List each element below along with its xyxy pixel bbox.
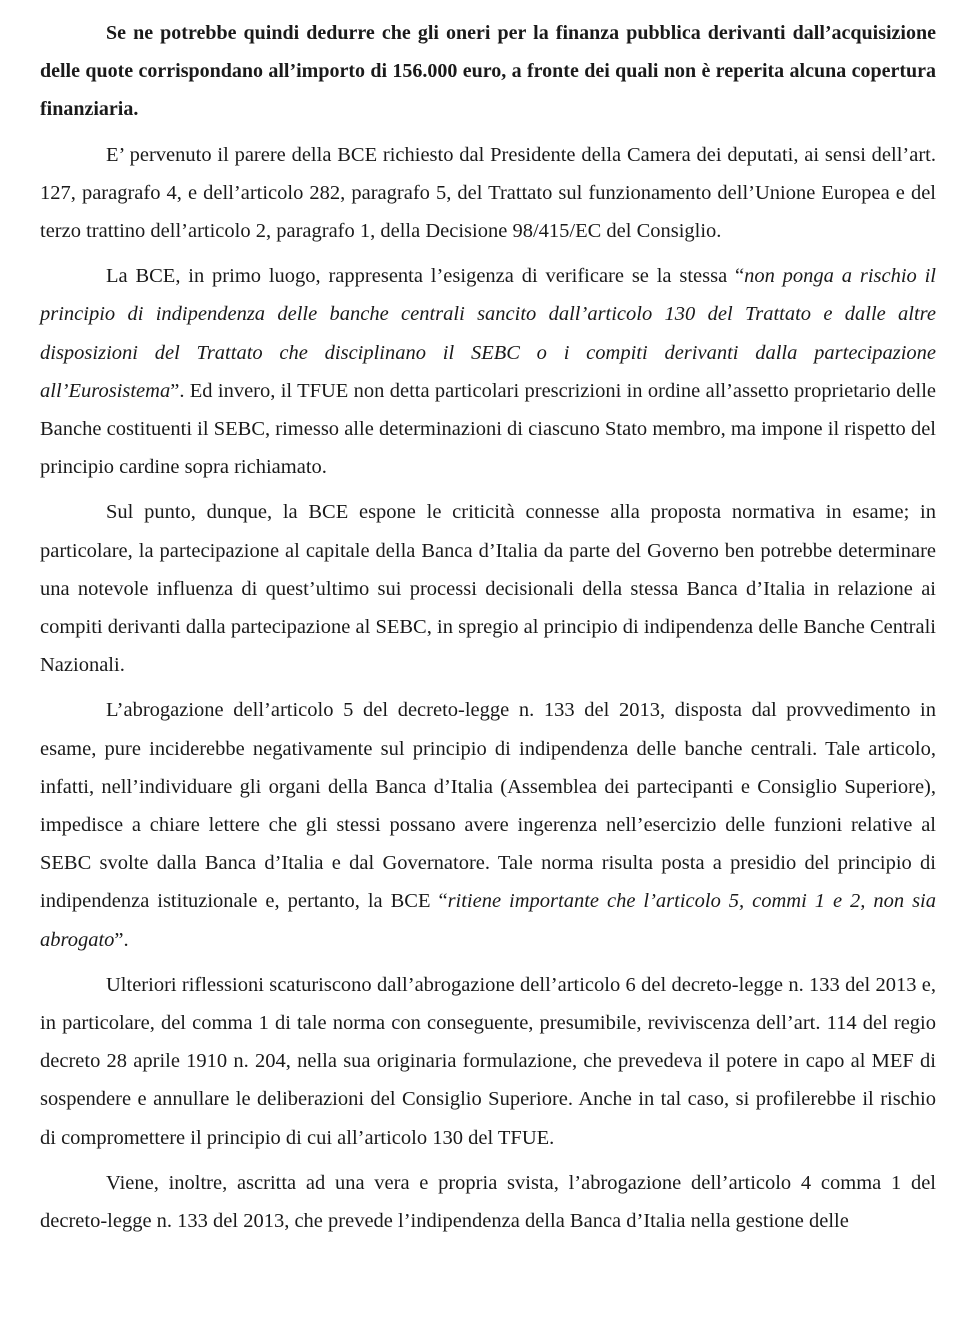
paragraph-1	[40, 14, 936, 129]
paragraph-4	[40, 493, 936, 684]
paragraph-text: Se ne potrebbe quindi dedurre che gli oneri per la finanza pubblica derivanti dall’acquisizione delle quote corrispondano all’importo di 156.000 euro, a fronte dei quali non è reperita alcuna copertura finanziaria.	[40, 22, 936, 121]
paragraph-text: La BCE, in primo luogo, rappresenta l’esigenza di verificare se la stessa “	[106, 265, 745, 288]
paragraph-text: E’ pervenuto il parere della BCE richiesto dal Presidente della Camera dei deputati, ai sensi dell’art. 127, paragrafo 4, e dell’articolo 282, paragrafo 5, del Trattato sul funzionamento dell’Unione Europea e del terzo trattino dell’articolo 2, paragrafo 1, della Decisione 98/415/EC del Consiglio.	[40, 143, 936, 243]
paragraph-7	[40, 1164, 936, 1240]
paragraph-5	[40, 691, 936, 958]
paragraph-text: ”.	[114, 928, 129, 951]
paragraph-text: Sul punto, dunque, la BCE espone le criticità connesse alla proposta normativa in esame; in particolare, la partecipazione al capitale della Banca d’Italia da parte del Governo ben potrebbe determinare una notevole influenza di quest’ultimo sui processi decisionali della stessa Banca d’Italia in relazione ai compiti derivanti dalla partecipazione al SEBC, in spregio al principio di indipendenza delle Banche Centrali Nazionali.	[40, 501, 936, 677]
paragraph-2	[40, 136, 936, 251]
paragraph-text: Viene, inoltre, ascritta ad una vera e propria svista, l’abrogazione dell’articolo 4 comma 1 del decreto-legge n. 133 del 2013, che prevede l’indipendenza della Banca d’Italia nella gestione delle	[40, 1171, 936, 1233]
quotation-italic: non ponga a rischio il principio di indipendenza delle banche centrali sancito dall’articolo 130 del Trattato e dalle altre disposizioni del Trattato che disciplinano il SEBC o i compiti derivanti dalla partecipazione all’Eurosistema	[40, 265, 937, 402]
paragraph-3	[40, 257, 936, 486]
paragraph-text: L’abrogazione dell’articolo 5 del decreto-legge n. 133 del 2013, disposta dal provvedimento in esame, pure inciderebbe negativamente sul principio di indipendenza delle banche centrali. Tale articolo, infatti, nell’individuare gli organi della Banca d’Italia (Assemblea dei partecipanti e Consiglio Superiore), impedisce a chiare lettere che gli stessi possano avere ingerenza nell’esercizio delle funzioni relative al SEBC svolte dalla Banca d’Italia e dal Governatore. Tale norma risulta posta a presidio del principio di indipendenza istituzionale e, pertanto, la BCE “	[40, 699, 936, 913]
document-page	[40, 14, 936, 1247]
paragraph-text: Ulteriori riflessioni scaturiscono dall’abrogazione dell’articolo 6 del decreto-legge n. 133 del 2013 e, in particolare, del comma 1 di tale norma con conseguente, presumibile, reviviscenza dell’art. 114 del regio decreto 28 aprile 1910 n. 204, nella sua originaria formulazione, che prevedeva il potere in capo al MEF di sospendere e annullare le deliberazioni del Consiglio Superiore. Anche in tal caso, si profilerebbe il rischio di compromettere il principio di cui all’articolo 130 del TFUE.	[40, 973, 936, 1149]
paragraph-6	[40, 966, 936, 1157]
quotation-italic: ritiene importante che l’articolo 5, commi 1 e 2, non sia abrogato	[40, 890, 936, 951]
paragraph-text: ”. Ed invero, il TFUE non detta particolari prescrizioni in ordine all’assetto proprietario delle Banche costituenti il SEBC, rimesso alle determinazioni di ciascuno Stato membro, ma impone il rispetto del principio cardine sopra richiamato.	[40, 379, 936, 479]
